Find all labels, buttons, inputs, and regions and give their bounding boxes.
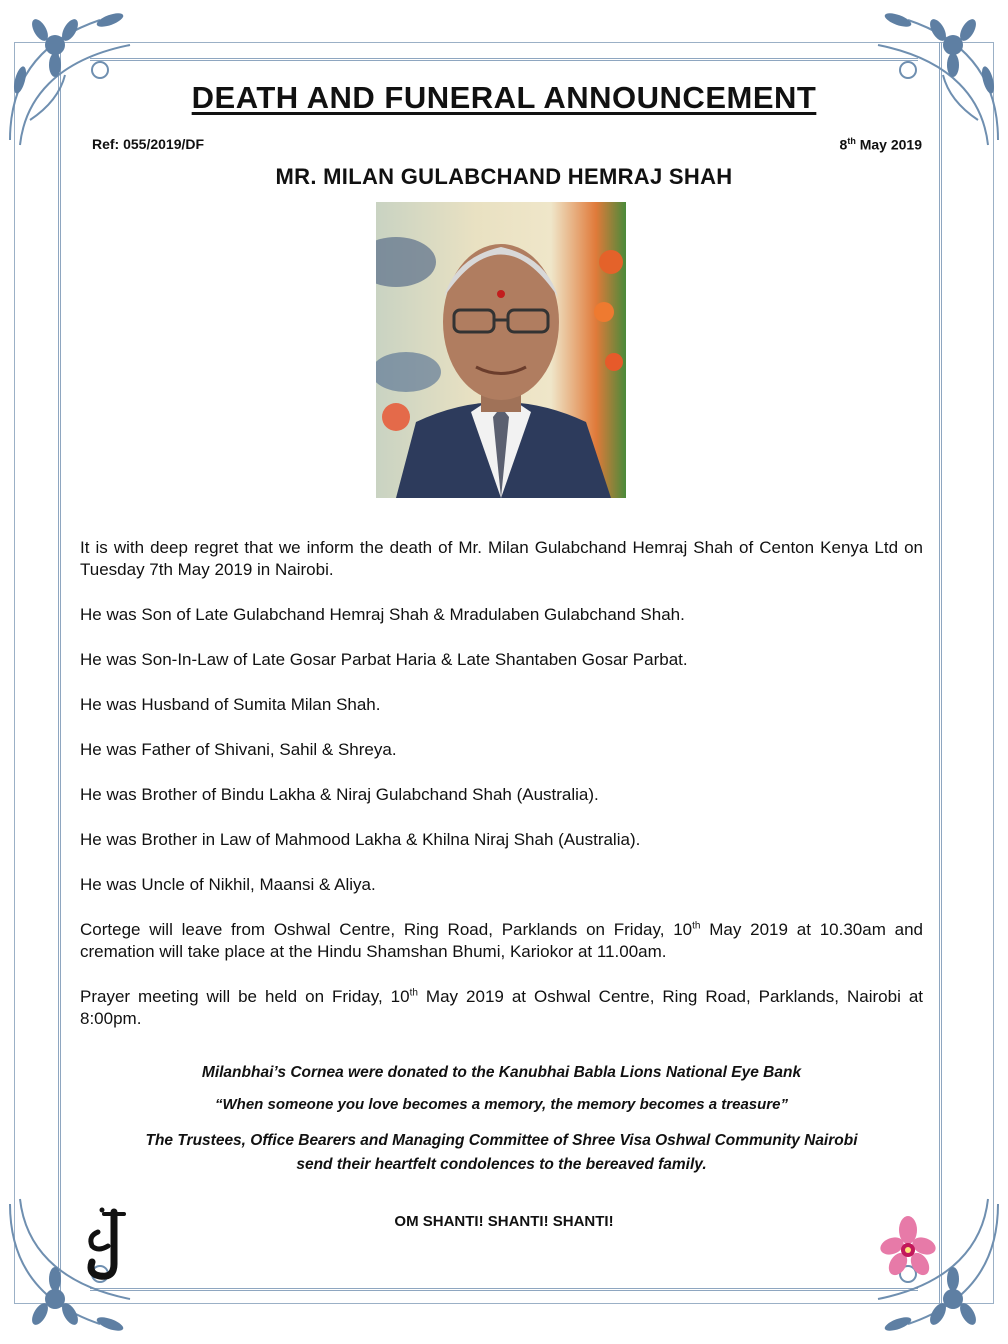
prayer-meeting-paragraph xyxy=(80,986,923,1030)
om-shanti: OM SHANTI! SHANTI! SHANTI! xyxy=(394,1213,614,1230)
corner-ornament-icon xyxy=(0,0,150,150)
deceased-name: MR. MILAN GULABCHAND HEMRAJ SHAH xyxy=(275,164,733,189)
prayer-text-a: Prayer meeting will be held on Friday, 10 xyxy=(80,987,410,1006)
footer-notes xyxy=(80,1064,923,1177)
orchid-flower-icon xyxy=(880,1216,936,1278)
father-paragraph: He was Father of Shivani, Sahil & Shreya. xyxy=(80,740,397,759)
date-suffix: th xyxy=(847,136,856,146)
prayer-date-suffix: th xyxy=(409,987,418,999)
death-notice-paragraph: It is with deep regret that we inform the death of Mr. Milan Gulabchand Hemraj Shah of Centon Kenya Ltd on Tuesday 7th May 2019 in Nairobi. xyxy=(80,538,923,579)
cornea-donation-note: Milanbhai’s Cornea were donated to the Kanubhai Babla Lions National Eye Bank xyxy=(201,1064,802,1081)
cortege-text-b: May 2019 at 10.30am and cremation will take place at the Hindu Shamshan Bhumi, Kariokor at 11.00am. xyxy=(80,920,923,961)
brother-paragraph: He was Brother of Bindu Lakha & Niraj Gulabchand Shah (Australia). xyxy=(80,785,599,804)
reference-number: Ref: 055/2019/DF xyxy=(92,136,205,152)
announcement-body xyxy=(80,537,923,1053)
date-month-year: May 2019 xyxy=(855,136,922,153)
cortege-paragraph xyxy=(80,919,923,963)
memorial-quote: “When someone you love becomes a memory, the memory becomes a treasure” xyxy=(215,1096,788,1113)
prayer-text-b: May 2019 at Oshwal Centre, Ring Road, Parklands, Nairobi at 8:00pm. xyxy=(80,987,924,1028)
page-title: DEATH AND FUNERAL ANNOUNCEMENT xyxy=(191,80,817,115)
date-day: 8 xyxy=(839,136,848,153)
son-in-law-paragraph: He was Son-In-Law of Late Gosar Parbat Haria & Late Shantaben Gosar Parbat. xyxy=(80,650,688,669)
condolence-line-1: The Trustees, Office Bearers and Managing Committee of Shree Visa Oshwal Community Nairobi xyxy=(145,1132,858,1149)
husband-paragraph: He was Husband of Sumita Milan Shah. xyxy=(80,695,381,714)
cortege-text-a: Cortege will leave from Oshwal Centre, Ring Road, Parklands on Friday, 10 xyxy=(80,920,693,939)
corner-ornament-icon xyxy=(858,0,1008,150)
announcement-date xyxy=(840,136,922,153)
cortege-date-suffix: th xyxy=(692,920,701,932)
top-border xyxy=(90,58,918,61)
bottom-border xyxy=(90,1288,918,1291)
condolence-line-2: send their heartfelt condolences to the bereaved family. xyxy=(296,1156,707,1173)
brother-in-law-paragraph: He was Brother in Law of Mahmood Lakha & Khilna Niraj Shah (Australia). xyxy=(80,830,641,849)
uncle-paragraph: He was Uncle of Nikhil, Maansi & Aliya. xyxy=(80,875,376,894)
portrait-photo xyxy=(376,202,626,498)
jain-symbol-icon xyxy=(84,1206,130,1280)
son-of-paragraph: He was Son of Late Gulabchand Hemraj Shah & Mradulaben Gulabchand Shah. xyxy=(80,605,685,624)
portrait-icon xyxy=(376,202,626,498)
